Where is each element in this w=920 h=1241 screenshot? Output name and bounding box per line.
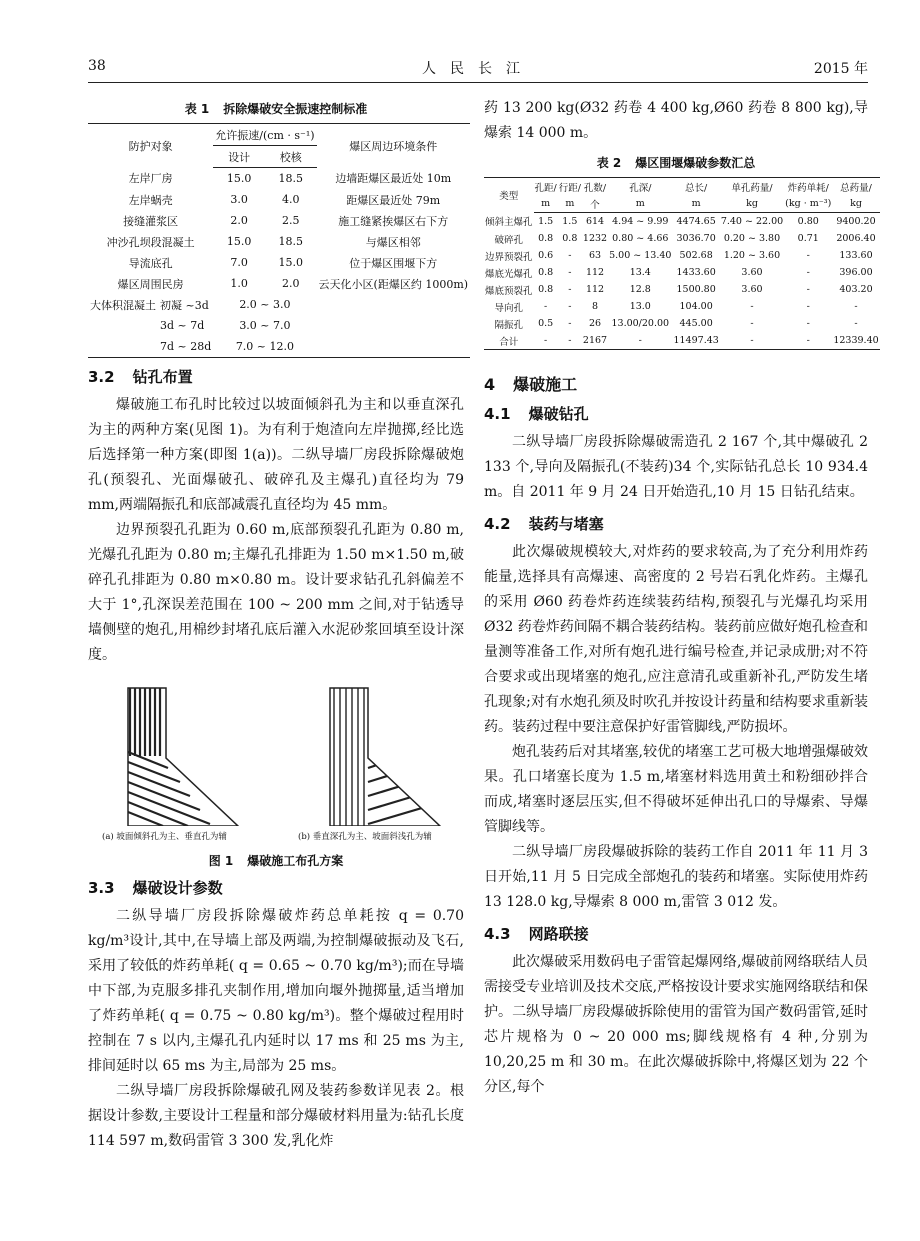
table1-header-check: 校核 <box>265 146 317 168</box>
s33-paragraph-2-continued: 药 13 200 kg(Ø32 药卷 4 400 kg,Ø60 药卷 8 800 kg),导爆索 14 000 m。 <box>484 100 868 141</box>
table-row: 合计 - - 2167 - 11497.43 - - 12339.40 <box>484 332 880 350</box>
journal-name: 人民长江 <box>422 61 534 77</box>
left-column <box>88 96 469 1154</box>
s33-paragraph-1: 二纵导墙厂房段拆除爆破炸药总单耗按 q = 0.70 kg/m³设计,其中,在导墙上部及两端,为控制爆破振动及飞石,采用了较低的炸药单耗( q = 0.65 ~ 0.70 kg/m³);而在导墙中下部,为克服多排孔夹制作用,增加向堰外抛掷量,适当增加了炸药单耗( q = 0.75 ~ 0.80 kg/m³)。整个爆破过程用时控制在 7 s 以内,主爆孔孔内延时以 17 ms 和 25 ms 为主,排间延时以 65 ms 为主,局部为 25 ms。 <box>88 908 464 1074</box>
table-row: 左岸厂房 15.0 18.5 边墙距爆区最近处 10m <box>128 172 452 186</box>
section-4-3-heading: 4.3 网路联接 <box>484 925 589 943</box>
table1-number: 表 1 <box>184 102 210 116</box>
mass-concrete-label: 大体积混凝土 <box>90 298 156 312</box>
table-row: 大体积混凝土 初凝 ~3d 2.0 ~ 3.0 <box>88 294 470 315</box>
vibration-standard-table <box>88 123 470 358</box>
right-column <box>484 96 879 1100</box>
figure-1b-caption: (b) 垂直深孔为主、坡面斜浅孔为辅 <box>298 832 432 842</box>
table-row: 7d ~ 28d 7.0 ~ 12.0 <box>88 336 470 358</box>
s43-paragraph-1: 此次爆破采用数码电子雷管起爆网络,爆破前网络联结人员需接受专业培训及技术交底,严格按设计要求实施网络联结和保护。二纵导墙厂房段爆破拆除使用的雷管为国产数码雷管,延时芯片规格为 0 ~ 20 000 ms;脚线规格有 4 种,分别为 10,20,25 m 和 30 m。在此次爆破拆除中,将爆区划为 22 个分区,每个 <box>484 954 868 1095</box>
table-row: 导流底孔 7.0 15.0 位于爆区围堰下方 <box>128 256 438 270</box>
table-row: 爆底预裂孔 0.8 - 112 12.8 1500.80 3.60 - 403.20 <box>485 284 873 297</box>
page-number: 38 <box>88 58 106 74</box>
s32-paragraph-1: 爆破施工布孔时比较过以坡面倾斜孔为主和以垂直深孔为主的两种方案(见图 1)。为有利于炮渣向左岸抛掷,经比选后选择第一种方案(即图 1(a))。二纵导墙厂房段拆除爆破炮孔(预裂孔、光面爆破孔、破碎孔及主爆孔)直径均为 79 mm,两端隔振孔和底部减震孔直径均为 45 mm。 <box>88 397 464 513</box>
table2-caption: 表 2 爆区围堰爆破参数汇总 <box>596 156 756 170</box>
table-row: 导向孔 - - 8 13.0 104.00 - - - <box>494 301 858 314</box>
blasting-parameter-table <box>484 177 880 350</box>
table-row: 破碎孔 0.8 0.8 1232 0.80 ~ 4.66 3036.70 0.20 ~ 3.80 0.71 2006.40 <box>494 233 876 246</box>
figure-1a-diagram <box>88 676 268 826</box>
figure-1a-caption: (a) 坡面倾斜孔为主、垂直孔为辅 <box>102 832 227 842</box>
table1-header-design: 设计 <box>213 146 265 168</box>
table1-header-object: 防护对象 <box>88 124 213 168</box>
table-row: 接缝灌浆区 2.0 2.5 施工缝紧挨爆区右下方 <box>123 214 449 228</box>
table2-header-row: 类型 孔距/ 行距/ 孔数/ 孔深/ 总长/ 单孔药量/ 炸药单耗/ 总药量/ <box>484 178 880 196</box>
table2-unit-row: m m 个 m m kg (kg · m⁻³) kg <box>484 195 880 213</box>
header-rule <box>88 82 868 83</box>
section-3-3-heading: 3.3 爆破设计参数 <box>88 879 223 897</box>
page-header <box>88 58 868 78</box>
table1-header-env: 爆区周边环境条件 <box>317 124 471 168</box>
section-4-2-heading: 4.2 装药与堵塞 <box>484 515 604 533</box>
table-row: 倾斜主爆孔 1.5 1.5 614 4.94 ~ 9.99 4474.65 7.40 ~ 22.00 0.80 9400.20 <box>485 216 876 229</box>
s32-paragraph-2: 边界预裂孔孔距为 0.60 m,底部预裂孔孔距为 0.80 m,光爆孔孔距为 0.80 m;主爆孔孔排距为 1.50 m×1.50 m,破碎孔孔排距为 0.80 m×0.80 m。设计要求钻孔孔斜偏差不大于 1°,孔深误差范围在 100 ~ 200 mm 之间,对于钻透导墙侧壁的炮孔,用棉纱封堵孔底后灌入水泥砂浆回填至设计深度。 <box>88 522 464 663</box>
table-row: 隔振孔 0.5 - 26 13.00/20.00 445.00 - - - <box>494 318 858 331</box>
publication-year: 2015 年 <box>813 61 868 77</box>
table-row: 爆区周围民房 1.0 2.0 云天化小区(距爆区约 1000m) <box>117 277 469 291</box>
section-3-2-heading: 3.2 钻孔布置 <box>88 368 193 386</box>
s42-paragraph-3: 二纵导墙厂房段爆破拆除的装药工作自 2011 年 11 月 3 日开始,11 月 5 日完成全部炮孔的装药和堵塞。实际使用炸药 13 128.0 kg,导爆索 8 000 m,雷管 3 012 发。 <box>484 844 868 910</box>
table-row: 左岸蜗壳 3.0 4.0 距爆区最近处 79m <box>128 193 441 207</box>
s42-paragraph-1: 此次爆破规模较大,对炸药的要求较高,为了充分利用炸药能量,选择具有高爆速、高密度的 2 号岩石乳化炸药。主爆孔的采用 Ø60 药卷炸药连续装药结构,预裂孔与光爆孔均采用 Ø32 药卷炸药间隔不耦合装药结构。装药前应做好炮孔检查和量测等准备工作,对所有炮孔进行编号检查,并记录成册;对不符合要求或出现堵塞的炮孔,应注意清孔或重新补孔,严防发生堵孔现象;对有水炮孔须及时吹孔并按设计药量和结构要求重新装药。装药过程中要注意保护好雷管脚线,严防损坏。 <box>484 544 868 735</box>
table1-caption <box>88 100 464 117</box>
table1-title: 拆除爆破安全振速控制标准 <box>223 102 368 116</box>
section-4-1-heading: 4.1 爆破钻孔 <box>484 405 589 423</box>
table1-header-velocity: 允许振速/(cm · s⁻¹) <box>213 124 316 146</box>
s33-paragraph-2: 二纵导墙厂房段拆除爆破孔网及装药参数详见表 2。根据设计参数,主要设计工程量和部分爆破材料用量为:钻孔长度 114 597 m,数码雷管 3 300 发,乳化炸 <box>88 1083 464 1149</box>
table-row: 冲沙孔坝段混凝土 15.0 18.5 与爆区相邻 <box>106 235 421 249</box>
s41-paragraph-1: 二纵导墙厂房段拆除爆破需造孔 2 167 个,其中爆破孔 2 133 个,导向及隔振孔(不装药)34 个,实际钻孔总长 10 934.4 m。自 2011 年 9 月 24 日开始造孔,10 月 15 日钻孔结束。 <box>484 434 868 500</box>
table-row: 爆底光爆孔 0.8 - 112 13.4 1433.60 3.60 - 396.00 <box>485 267 873 280</box>
figure-1-caption: 图 1 爆破施工布孔方案 <box>208 854 344 868</box>
s42-paragraph-2: 炮孔装药后对其堵塞,较优的堵塞工艺可极大地增强爆破效果。孔口堵塞长度为 1.5 m,堵塞材料选用黄土和粉细砂拌合而成,堵塞时逐层压实,但不得破坏延伸出孔口的导爆索、导爆管脚线等。 <box>484 744 868 835</box>
section-4-heading: 4 爆破施工 <box>484 375 578 394</box>
figure-1 <box>88 676 464 848</box>
table-row: 边界预裂孔 0.6 - 63 5.00 ~ 13.40 502.68 1.20 ~ 3.60 - 133.60 <box>485 250 873 263</box>
figure-1b-diagram <box>286 676 466 826</box>
table-row: 3d ~ 7d 3.0 ~ 7.0 <box>160 319 291 332</box>
